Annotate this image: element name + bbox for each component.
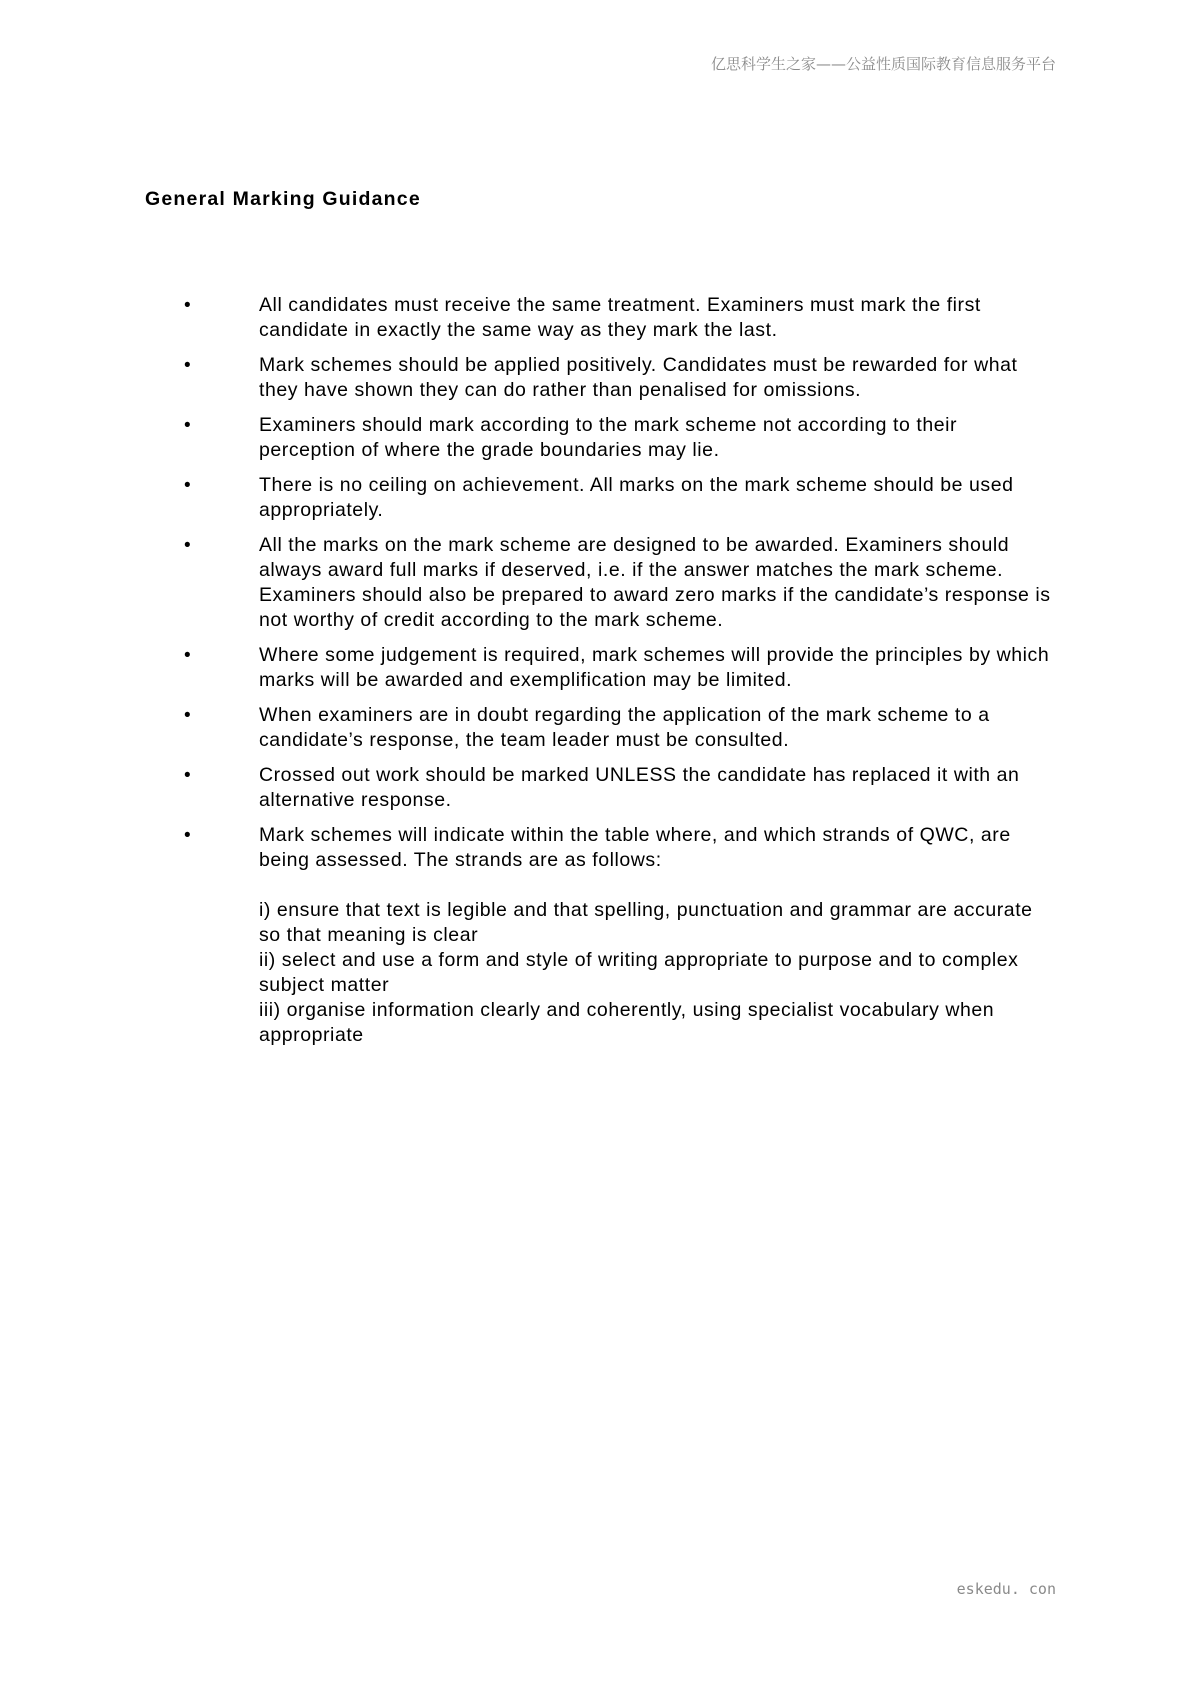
bullet-icon: • [184, 475, 192, 496]
bullet-icon: • [184, 355, 192, 376]
guidance-item [0, 353, 1191, 403]
guidance-text: All candidates must receive the same treatment. Examiners must mark the first candidate in exactly the same way as they mark the last. [259, 294, 981, 341]
guidance-text: Crossed out work should be marked UNLESS the candidate has replaced it with an alternative response. [259, 764, 1020, 811]
qwc-strand: i) ensure that text is legible and that spelling, punctuation and grammar are accurate so that meaning is clear [259, 899, 1033, 946]
guidance-text: All the marks on the mark scheme are designed to be awarded. Examiners should always award full marks if deserved, i.e. if the answer matches the mark scheme. Examiners should also be prepared to award zero marks if the candidate’s response is not worthy of credit according to the mark scheme. [259, 534, 1051, 631]
guidance-text: Mark schemes will indicate within the table where, and which strands of QWC, are being assessed. The strands are as follows: [259, 824, 1011, 871]
guidance-list [0, 293, 1191, 1058]
guidance-item [0, 643, 1191, 693]
qwc-strand: ii) select and use a form and style of writing appropriate to purpose and to complex subject matter [259, 949, 1019, 996]
guidance-item [0, 533, 1191, 633]
bullet-icon: • [184, 295, 192, 316]
page-footer-watermark: eskedu. con [956, 1580, 1056, 1598]
bullet-icon: • [184, 535, 192, 556]
page-header-watermark: 亿思科学生之家——公益性质国际教育信息服务平台 [710, 55, 1056, 73]
qwc-strand: iii) organise information clearly and coherently, using specialist vocabulary when appropriate [259, 999, 995, 1046]
guidance-item [0, 763, 1191, 813]
guidance-text: Where some judgement is required, mark schemes will provide the principles by which marks will be awarded and exemplification may be limited. [259, 644, 1050, 691]
guidance-item [0, 473, 1191, 523]
bullet-icon: • [184, 705, 192, 726]
qwc-strands [259, 898, 1051, 1048]
guidance-text: Mark schemes should be applied positively. Candidates must be rewarded for what they have shown they can do rather than penalised for omissions. [259, 354, 1018, 401]
bullet-icon: • [184, 645, 192, 666]
guidance-item [0, 293, 1191, 343]
page-title: General Marking Guidance [145, 188, 421, 210]
bullet-icon: • [184, 825, 192, 846]
guidance-text: Examiners should mark according to the mark scheme not according to their perception of where the grade boundaries may lie. [259, 414, 958, 461]
bullet-icon: • [184, 415, 192, 436]
guidance-item [0, 823, 1191, 1048]
guidance-item [0, 413, 1191, 463]
bullet-icon: • [184, 765, 192, 786]
guidance-item [0, 703, 1191, 753]
guidance-text: There is no ceiling on achievement. All marks on the mark scheme should be used appropriately. [259, 474, 1014, 521]
guidance-text: When examiners are in doubt regarding the application of the mark scheme to a candidate’s response, the team leader must be consulted. [259, 704, 990, 751]
